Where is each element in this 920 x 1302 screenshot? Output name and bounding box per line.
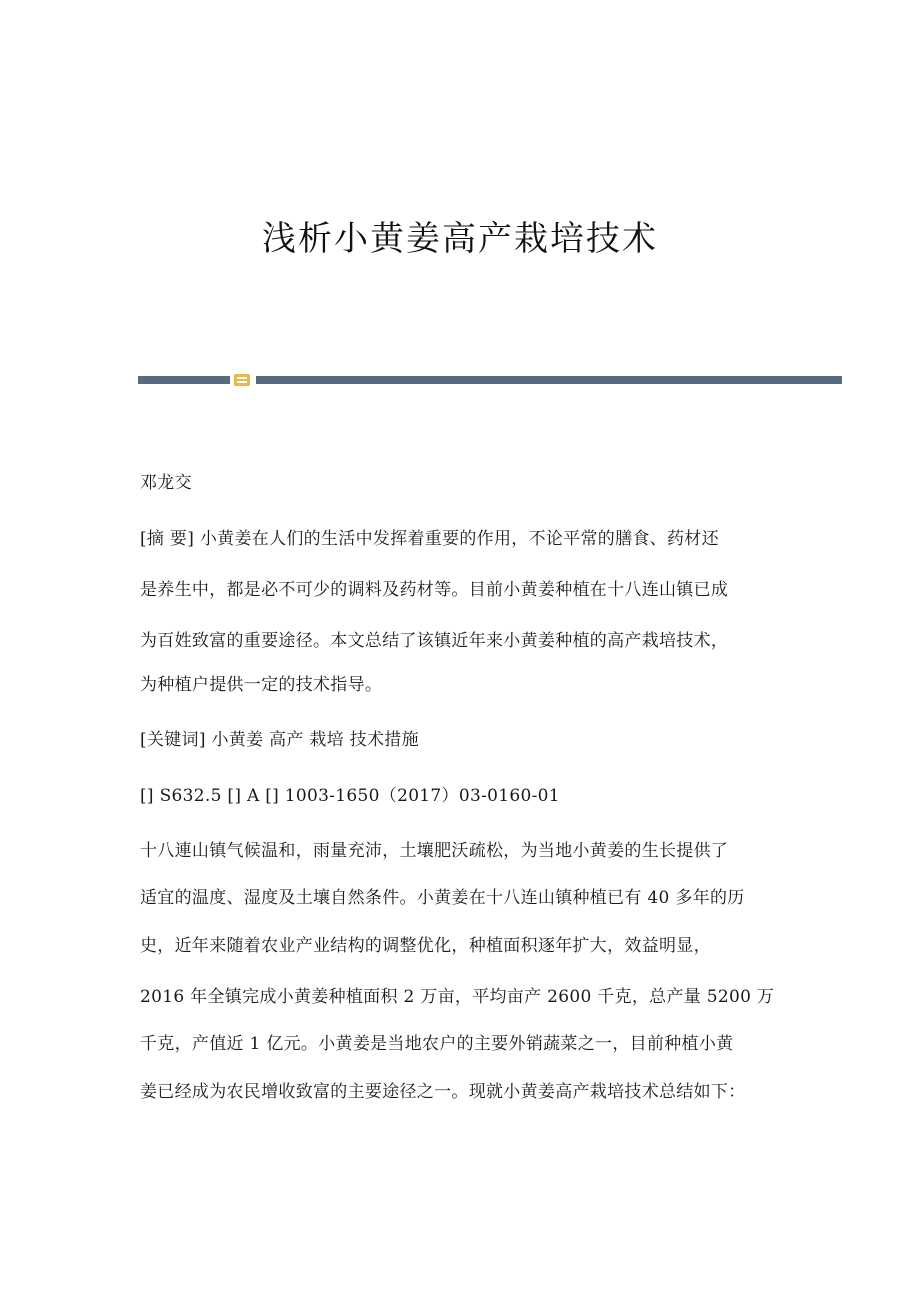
divider-right-bar	[256, 376, 842, 384]
body-line: 2016 年全镇完成小黄姜种植面积 2 万亩，平均亩产 2600 千克，总产量 5200 万	[140, 987, 775, 1007]
author-name: 邓龙交	[140, 473, 192, 493]
body-line: 史，近年来随着农业产业结构的调整优化，种植面积逐年扩大，效益明显，	[140, 936, 711, 956]
body-line: 姜已经成为农民增收致富的主要途径之一。现就小黄姜高产栽培技术总结如下：	[140, 1082, 746, 1102]
body-line: 千克，产值近 1 亿元。小黄姜是当地农户的主要外销蔬菜之一，目前种植小黄	[140, 1034, 734, 1054]
keywords-line: [关键词] 小黄姜 高产 栽培 技术措施	[140, 730, 419, 750]
abstract-line: 是养生中，都是必不可少的调料及药材等。目前小黄姜种植在十八连山镇已成	[140, 580, 729, 600]
abstract-line: [摘 要] 小黄姜在人们的生活中发挥着重要的作用，不论平常的膳食、药材还	[140, 529, 719, 549]
divider-left-bar	[138, 376, 230, 384]
title-divider	[138, 372, 842, 388]
document-title: 浅析小黄姜高产栽培技术	[262, 219, 658, 259]
classification-line: [] S632.5 [] A [] 1003-1650（2017）03-0160-01	[140, 786, 560, 806]
abstract-line: 为种植户提供一定的技术指导。	[140, 675, 383, 695]
body-line: 十八連山镇气候温和，雨量充沛，土壤肥沃疏松，为当地小黄姜的生长提供了	[140, 841, 729, 861]
abstract-line: 为百姓致富的重要途径。本文总结了该镇近年来小黄姜种植的高产栽培技术，	[140, 631, 729, 651]
divider-badge-icon	[234, 374, 250, 386]
body-line: 适宜的温度、湿度及土壤自然条件。小黄姜在十八连山镇种植已有 40 多年的历	[140, 888, 745, 908]
